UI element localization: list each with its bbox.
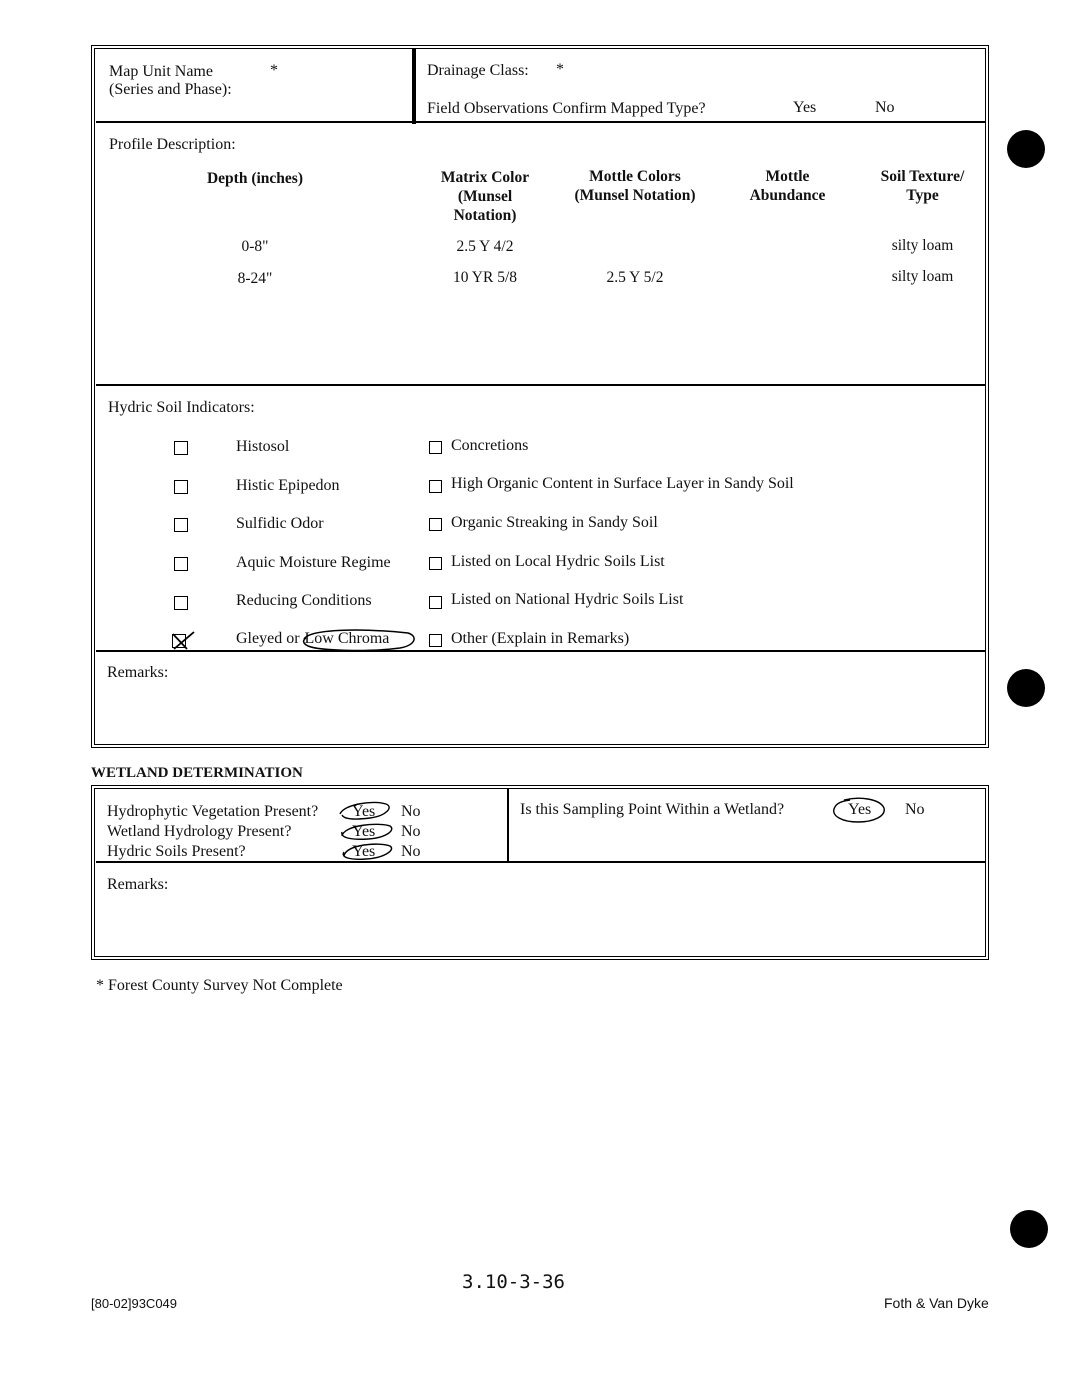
soil-remarks-label: Remarks: (107, 664, 169, 681)
col-header-mottle-abundance: Mottle Abundance (749, 168, 826, 204)
profile-row-2-texture: silty loam (891, 268, 954, 285)
aquic-moisture-checkbox[interactable] (174, 557, 188, 571)
sampling-yes-circle (830, 796, 888, 828)
col-header-mottle-colors: Mottle Colors (Munsel Notation) (574, 168, 696, 204)
sulfidic-odor-label: Sulfidic Odor (236, 515, 324, 532)
reducing-conditions-checkbox[interactable] (174, 596, 188, 610)
high-organic-label: High Organic Content in Surface Layer in Sandy Soil (451, 475, 794, 492)
field-observations-no[interactable]: No (875, 99, 895, 116)
hydrology-yes[interactable]: Yes (352, 823, 376, 840)
footnote: * Forest County Survey Not Complete (96, 977, 343, 994)
yes-answer-circles (334, 798, 400, 866)
reducing-conditions-label: Reducing Conditions (236, 592, 372, 609)
hydrology-no[interactable]: No (401, 823, 421, 840)
histic-epipedon-label: Histic Epipedon (236, 477, 340, 494)
concretions-checkbox[interactable] (429, 441, 442, 454)
concretions-label: Concretions (451, 437, 529, 454)
profile-bottom (96, 384, 985, 386)
company-name: Foth & Van Dyke (884, 1295, 989, 1311)
binder-hole-middle (1007, 669, 1045, 707)
document-code: [80-02]93C049 (91, 1296, 178, 1311)
histic-epipedon-checkbox[interactable] (174, 480, 188, 494)
profile-row-1-depth: 0-8" (241, 238, 269, 255)
binder-hole-top (1007, 130, 1045, 168)
organic-streaking-label: Organic Streaking in Sandy Soil (451, 514, 658, 531)
other-label: Other (Explain in Remarks) (451, 630, 630, 647)
hydric-soils-yes[interactable]: Yes (352, 843, 376, 860)
profile-row-2-depth: 8-24" (237, 270, 273, 287)
top-row-divider (412, 49, 416, 124)
national-hydric-list-label: Listed on National Hydric Soils List (451, 591, 684, 608)
low-chroma-label: Low Chroma (304, 630, 390, 647)
hydric-title: Hydric Soil Indicators: (108, 399, 255, 416)
hydrophytic-no[interactable]: No (401, 803, 421, 820)
sampling-point-no[interactable]: No (905, 801, 925, 818)
drainage-value: * (556, 61, 564, 78)
map-unit-value: * (270, 62, 278, 79)
binder-hole-bottom (1010, 1210, 1048, 1248)
histosol-checkbox[interactable] (174, 441, 188, 455)
col-header-texture: Soil Texture/ Type (880, 168, 965, 204)
top-row-bottom (96, 121, 985, 123)
sulfidic-odor-checkbox[interactable] (174, 518, 188, 532)
high-organic-checkbox[interactable] (429, 480, 442, 493)
hydrology-label: Wetland Hydrology Present? (107, 823, 292, 840)
profile-row-1-matrix: 2.5 Y 4/2 (456, 238, 514, 255)
national-hydric-list-checkbox[interactable] (429, 596, 442, 609)
local-hydric-list-checkbox[interactable] (429, 557, 442, 570)
organic-streaking-checkbox[interactable] (429, 518, 442, 531)
wetland-remarks-label: Remarks: (107, 876, 169, 893)
hydrophytic-yes[interactable]: Yes (352, 803, 376, 820)
profile-title: Profile Description: (109, 136, 236, 153)
wetland-divider (507, 789, 509, 863)
profile-row-1-texture: silty loam (891, 237, 954, 254)
gleyed-label-part1: Gleyed or (236, 630, 300, 647)
col-header-depth: Depth (inches) (206, 170, 303, 187)
col-header-matrix: Matrix Color (Munsel Notation) (440, 169, 530, 224)
sampling-point-label: Is this Sampling Point Within a Wetland? (520, 801, 785, 818)
map-unit-label: Map Unit Name (Series and Phase): (109, 63, 232, 98)
profile-row-2-matrix: 10 YR 5/8 (452, 269, 517, 286)
aquic-moisture-label: Aquic Moisture Regime (236, 554, 391, 571)
hydric-bottom (96, 650, 985, 652)
wetland-heading: WETLAND DETERMINATION (91, 765, 303, 781)
histosol-label: Histosol (236, 438, 290, 455)
hydrophytic-label: Hydrophytic Vegetation Present? (107, 803, 319, 820)
page-number: 3.10-3-36 (462, 1271, 565, 1293)
profile-row-2-mottle: 2.5 Y 5/2 (606, 269, 664, 286)
drainage-label: Drainage Class: (427, 62, 529, 79)
hydric-soils-no[interactable]: No (401, 843, 421, 860)
other-checkbox[interactable] (429, 634, 442, 647)
sampling-point-yes[interactable]: Yes (848, 801, 872, 818)
hydric-soils-label: Hydric Soils Present? (107, 843, 246, 860)
local-hydric-list-label: Listed on Local Hydric Soils List (451, 553, 665, 570)
field-observations-label: Field Observations Confirm Mapped Type? (427, 100, 706, 117)
field-observations-yes[interactable]: Yes (793, 99, 817, 116)
